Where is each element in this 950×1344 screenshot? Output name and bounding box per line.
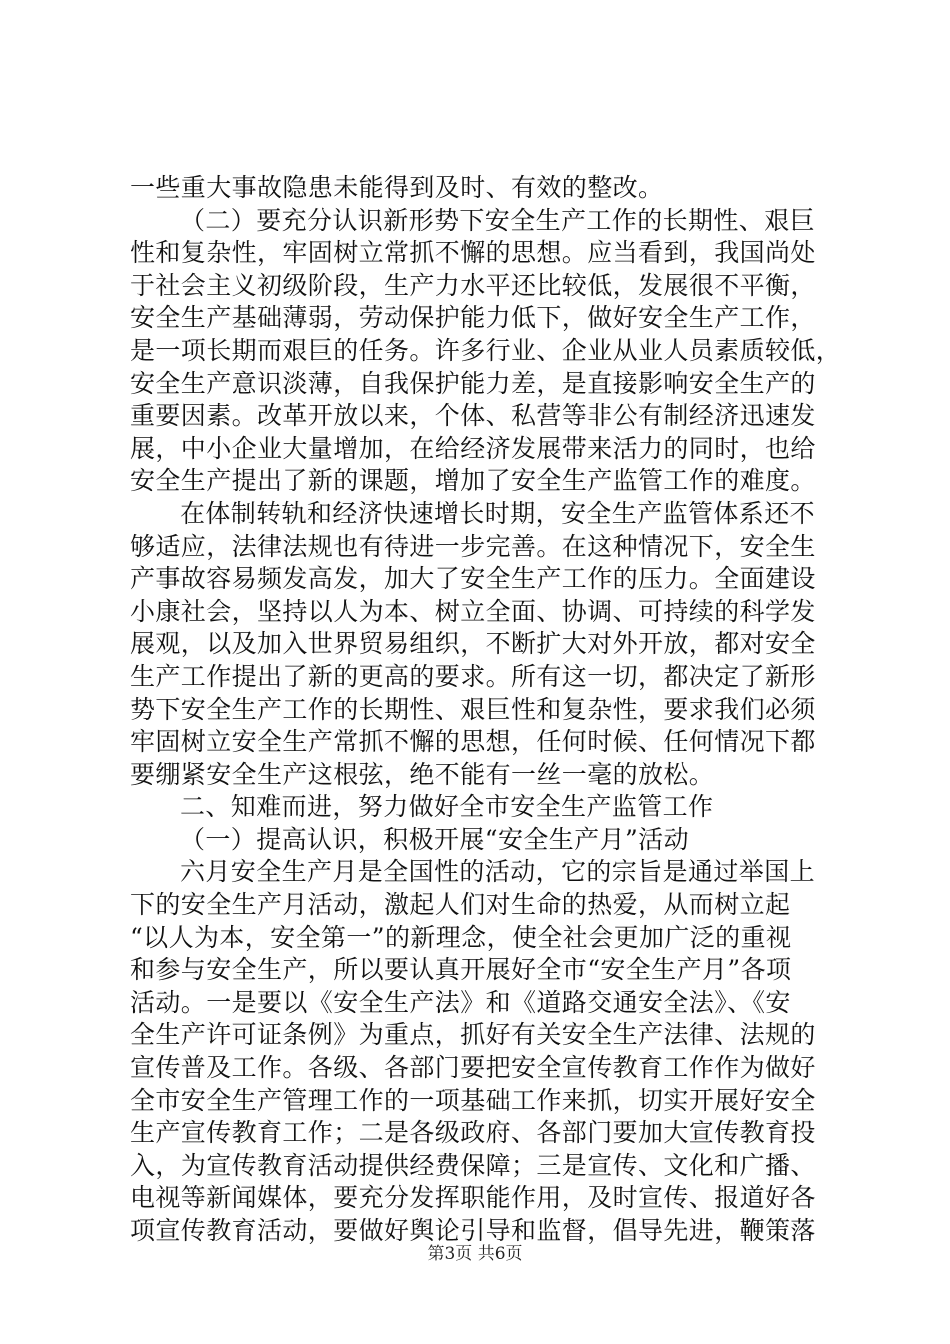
text-line: 六月安全生产月是全国性的活动，它的宗旨是通过举国上: [180, 857, 816, 887]
text-line: 在体制转轨和经济快速增长时期，安全生产监管体系还不: [180, 498, 816, 528]
text-line: （二）要充分认识新形势下安全生产工作的长期性、艰巨: [180, 205, 816, 235]
text-line: 活动。一是要以《安全生产法》和《道路交通安全法》、《安: [130, 987, 791, 1017]
text-line: 安全生产提出了新的课题，增加了安全生产监管工作的难度。: [130, 466, 816, 496]
text-line: 牢固树立安全生产常抓不懈的思想，任何时候、任何情况下都: [130, 727, 816, 757]
text-line: 性和复杂性，牢固树立常抓不懈的思想。应当看到，我国尚处: [130, 238, 816, 268]
text-line: 展，中小企业大量增加，在给经济发展带来活力的同时，也给: [130, 433, 816, 463]
text-line: 宣传普及工作。各级、各部门要把安全宣传教育工作作为做好: [130, 1053, 816, 1083]
page-footer: 第3页 共6页: [427, 1244, 523, 1264]
text-line: 下的安全生产月活动，激起人们对生命的热爱，从而树立起: [130, 890, 791, 920]
text-line: 是一项长期而艰巨的任务。许多行业、企业从业人员素质较低，: [130, 335, 842, 365]
text-line: 全生产许可证条例》为重点，抓好有关安全生产法律、法规的: [130, 1020, 816, 1050]
text-line: 电视等新闻媒体，要充分发挥职能作用，及时宣传、报道好各: [130, 1183, 816, 1213]
text-line: 要绷紧安全生产这根弦，绝不能有一丝一毫的放松。: [130, 759, 715, 789]
text-line: 安全生产基础薄弱，劳动保护能力低下，做好安全生产工作，: [130, 303, 816, 333]
text-line: 和参与安全生产，所以要认真开展好全市“安全生产月”各项: [130, 955, 792, 985]
text-line: 展观，以及加入世界贸易组织，不断扩大对外开放，都对安全: [130, 629, 816, 659]
text-line: 小康社会，坚持以人为本、树立全面、协调、可持续的科学发: [130, 596, 816, 626]
text-line: 生产工作提出了新的更高的要求。所有这一切，都决定了新形: [130, 661, 816, 691]
text-line: 势下安全生产工作的长期性、艰巨性和复杂性，要求我们必须: [130, 694, 816, 724]
text-line: 全市安全生产管理工作的一项基础工作来抓，切实开展好安全: [130, 1085, 816, 1115]
subsection-heading: （一）提高认识，积极开展“安全生产月”活动: [180, 824, 689, 854]
text-line: 于社会主义初级阶段，生产力水平还比较低，发展很不平衡，: [130, 270, 816, 300]
text-line: 生产宣传教育工作；二是各级政府、各部门要加大宣传教育投: [130, 1118, 816, 1148]
text-line: 重要因素。改革开放以来，个体、私营等非公有制经济迅速发: [130, 401, 816, 431]
text-line: “以人为本，安全第一”的新理念，使全社会更加广泛的重视: [130, 922, 792, 952]
document-body: [130, 172, 842, 1248]
text-line: 项宣传教育活动，要做好舆论引导和监督，倡导先进，鞭策落: [130, 1216, 816, 1245]
text-line: 产事故容易频发高发，加大了安全生产工作的压力。全面建设: [130, 564, 816, 594]
text-line: 一些重大事故隐患未能得到及时、有效的整改。: [130, 173, 664, 202]
text-line: 安全生产意识淡薄，自我保护能力差，是直接影响安全生产的: [130, 368, 816, 398]
text-line: 入，为宣传教育活动提供经费保障；三是宣传、文化和广播、: [130, 1150, 816, 1180]
section-heading: 二、知难而进，努力做好全市安全生产监管工作: [180, 792, 714, 822]
text-line: 够适应，法律法规也有待进一步完善。在这种情况下，安全生: [130, 531, 816, 561]
